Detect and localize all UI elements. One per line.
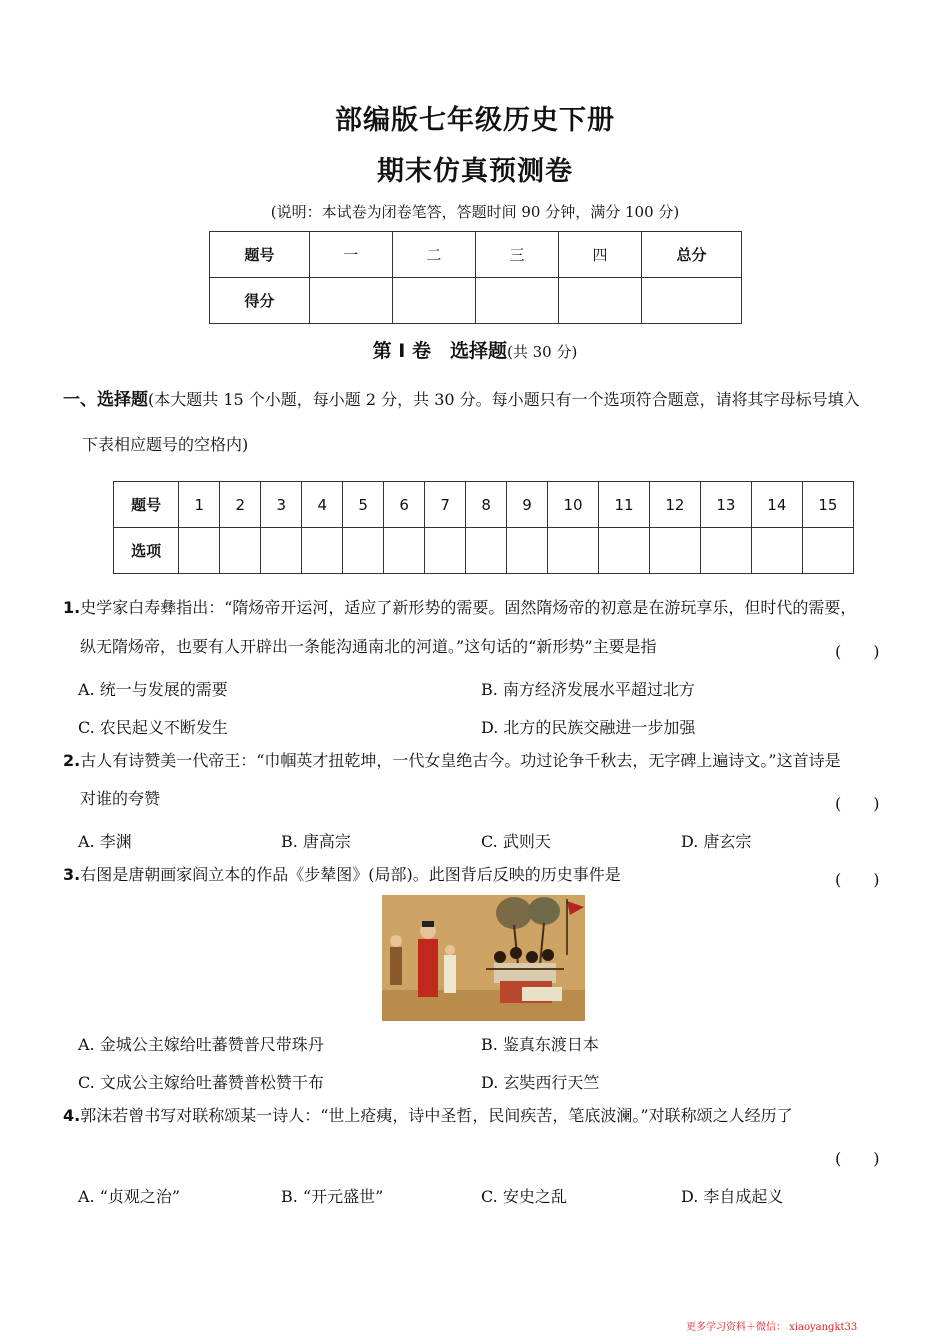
answer-cell[interactable] — [384, 528, 425, 574]
question-text: 古人有诗赞美一代帝王：“巾帼英才扭乾坤，一代女皇绝古今。功过论争千秋去，无字碑上遍诗文。”这首诗是 — [80, 751, 841, 770]
part-heading — [63, 392, 860, 409]
answer-table-number: 9 — [507, 482, 548, 528]
exam-subtitle: 期末仿真预测卷 — [377, 156, 573, 187]
score-cell[interactable] — [559, 278, 642, 324]
score-cell[interactable] — [642, 278, 742, 324]
answer-paren[interactable]: ( ) — [835, 1149, 880, 1168]
question-3 — [63, 867, 621, 883]
option-a[interactable]: A. 李渊 — [78, 832, 132, 851]
score-row-label: 得分 — [210, 278, 310, 324]
answer-paren[interactable]: ( ) — [835, 642, 880, 661]
answer-table-number: 5 — [343, 482, 384, 528]
exam-title: 部编版七年级历史下册 — [335, 105, 615, 136]
score-table-header: 题号 — [210, 232, 310, 278]
answer-row-label: 选项 — [114, 528, 179, 574]
answer-table-number: 11 — [599, 482, 650, 528]
part-desc: (本大题共 15 个小题，每小题 2 分，共 30 分。每小题只有一个选项符合题意，请将其字母标号填入 — [148, 390, 860, 409]
answer-table-number: 10 — [548, 482, 599, 528]
option-c[interactable]: C. 农民起义不断发生 — [78, 718, 228, 737]
section-title: 第 Ⅰ 卷 选择题 — [372, 340, 507, 362]
answer-cell[interactable] — [343, 528, 384, 574]
score-cell[interactable] — [475, 278, 558, 324]
answer-cell[interactable] — [751, 528, 802, 574]
answer-cell[interactable] — [261, 528, 302, 574]
answer-cell[interactable] — [548, 528, 599, 574]
footer-note: 更多学习资料＋微信： xiaoyangkt33 — [686, 1322, 858, 1333]
section-title-note: (共 30 分) — [506, 343, 578, 361]
answer-cell[interactable] — [302, 528, 343, 574]
answer-cell[interactable] — [425, 528, 466, 574]
answer-table-number: 8 — [466, 482, 507, 528]
question-number: 1. — [63, 598, 81, 617]
answer-paren[interactable]: ( ) — [835, 794, 880, 813]
question-2-cont: 对谁的夸赞 — [80, 789, 161, 808]
answer-cell[interactable] — [802, 528, 853, 574]
option-c[interactable]: C. 武则天 — [481, 832, 551, 851]
score-table-col: 一 — [309, 232, 392, 278]
answer-table — [113, 481, 854, 574]
part-desc-cont: 下表相应题号的空格内) — [82, 435, 249, 454]
option-a[interactable]: A. 金城公主嫁给吐蕃赞普尺带珠丹 — [78, 1035, 324, 1054]
answer-table-number: 6 — [384, 482, 425, 528]
option-c[interactable]: C. 文成公主嫁给吐蕃赞普松赞干布 — [78, 1073, 324, 1092]
question-text: 史学家白寿彝指出：“隋炀帝开运河，适应了新形势的需要。固然隋炀帝的初意是在游玩享乐，但时代的需要， — [80, 598, 857, 617]
option-d[interactable]: D. 北方的民族交融进一步加强 — [481, 718, 696, 737]
question-1 — [63, 600, 856, 616]
answer-table-number: 15 — [802, 482, 853, 528]
answer-cell[interactable] — [700, 528, 751, 574]
option-d[interactable]: D. 玄奘西行天竺 — [481, 1073, 600, 1092]
answer-cell[interactable] — [599, 528, 650, 574]
question-number: 4. — [63, 1106, 81, 1125]
question-1-cont: 纵无隋炀帝，也要有人开辟出一条能沟通南北的河道。”这句话的“新形势”主要是指 — [80, 637, 657, 656]
option-b[interactable]: B. 鉴真东渡日本 — [481, 1035, 599, 1054]
exam-note: (说明：本试卷为闭卷笔答，答题时间 90 分钟，满分 100 分) — [270, 203, 680, 221]
question-text: 郭沫若曾书写对联称颂某一诗人：“世上疮痍，诗中圣哲，民间疾苦，笔底波澜。”对联称颂之人经历了 — [80, 1106, 793, 1125]
answer-cell[interactable] — [220, 528, 261, 574]
answer-table-number: 2 — [220, 482, 261, 528]
part-title: 一、选择题 — [63, 390, 148, 410]
score-table-col: 二 — [392, 232, 475, 278]
answer-cell[interactable] — [507, 528, 548, 574]
option-c[interactable]: C. 安史之乱 — [481, 1187, 567, 1206]
answer-table-number: 14 — [751, 482, 802, 528]
score-table-col: 四 — [559, 232, 642, 278]
option-b[interactable]: B. 唐高宗 — [281, 832, 351, 851]
question-text: 右图是唐朝画家阎立本的作品《步辇图》(局部)。此图背后反映的历史事件是 — [80, 865, 621, 884]
option-b[interactable]: B. 南方经济发展水平超过北方 — [481, 680, 695, 699]
answer-cell[interactable] — [466, 528, 507, 574]
option-d[interactable]: D. 唐玄宗 — [681, 832, 752, 851]
painting-illustration — [382, 895, 585, 1021]
question-number: 2. — [63, 751, 81, 770]
answer-paren[interactable]: ( ) — [835, 870, 880, 889]
bunian-painting-image — [382, 895, 585, 1021]
option-a[interactable]: A. “贞观之治” — [78, 1187, 181, 1206]
score-table — [209, 231, 742, 324]
answer-table-number: 4 — [302, 482, 343, 528]
question-4 — [63, 1108, 793, 1124]
option-d[interactable]: D. 李自成起义 — [681, 1187, 784, 1206]
score-table-col: 总分 — [642, 232, 742, 278]
section-heading — [0, 336, 950, 363]
answer-table-number: 12 — [649, 482, 700, 528]
answer-table-number: 7 — [425, 482, 466, 528]
question-2 — [63, 753, 841, 769]
answer-table-number: 3 — [261, 482, 302, 528]
score-cell[interactable] — [392, 278, 475, 324]
answer-table-number: 13 — [700, 482, 751, 528]
answer-table-header: 题号 — [114, 482, 179, 528]
score-cell[interactable] — [309, 278, 392, 324]
answer-table-number: 1 — [179, 482, 220, 528]
answer-cell[interactable] — [179, 528, 220, 574]
option-b[interactable]: B. “开元盛世” — [281, 1187, 384, 1206]
question-number: 3. — [63, 865, 81, 884]
answer-cell[interactable] — [649, 528, 700, 574]
option-a[interactable]: A. 统一与发展的需要 — [78, 680, 228, 699]
score-table-col: 三 — [475, 232, 558, 278]
